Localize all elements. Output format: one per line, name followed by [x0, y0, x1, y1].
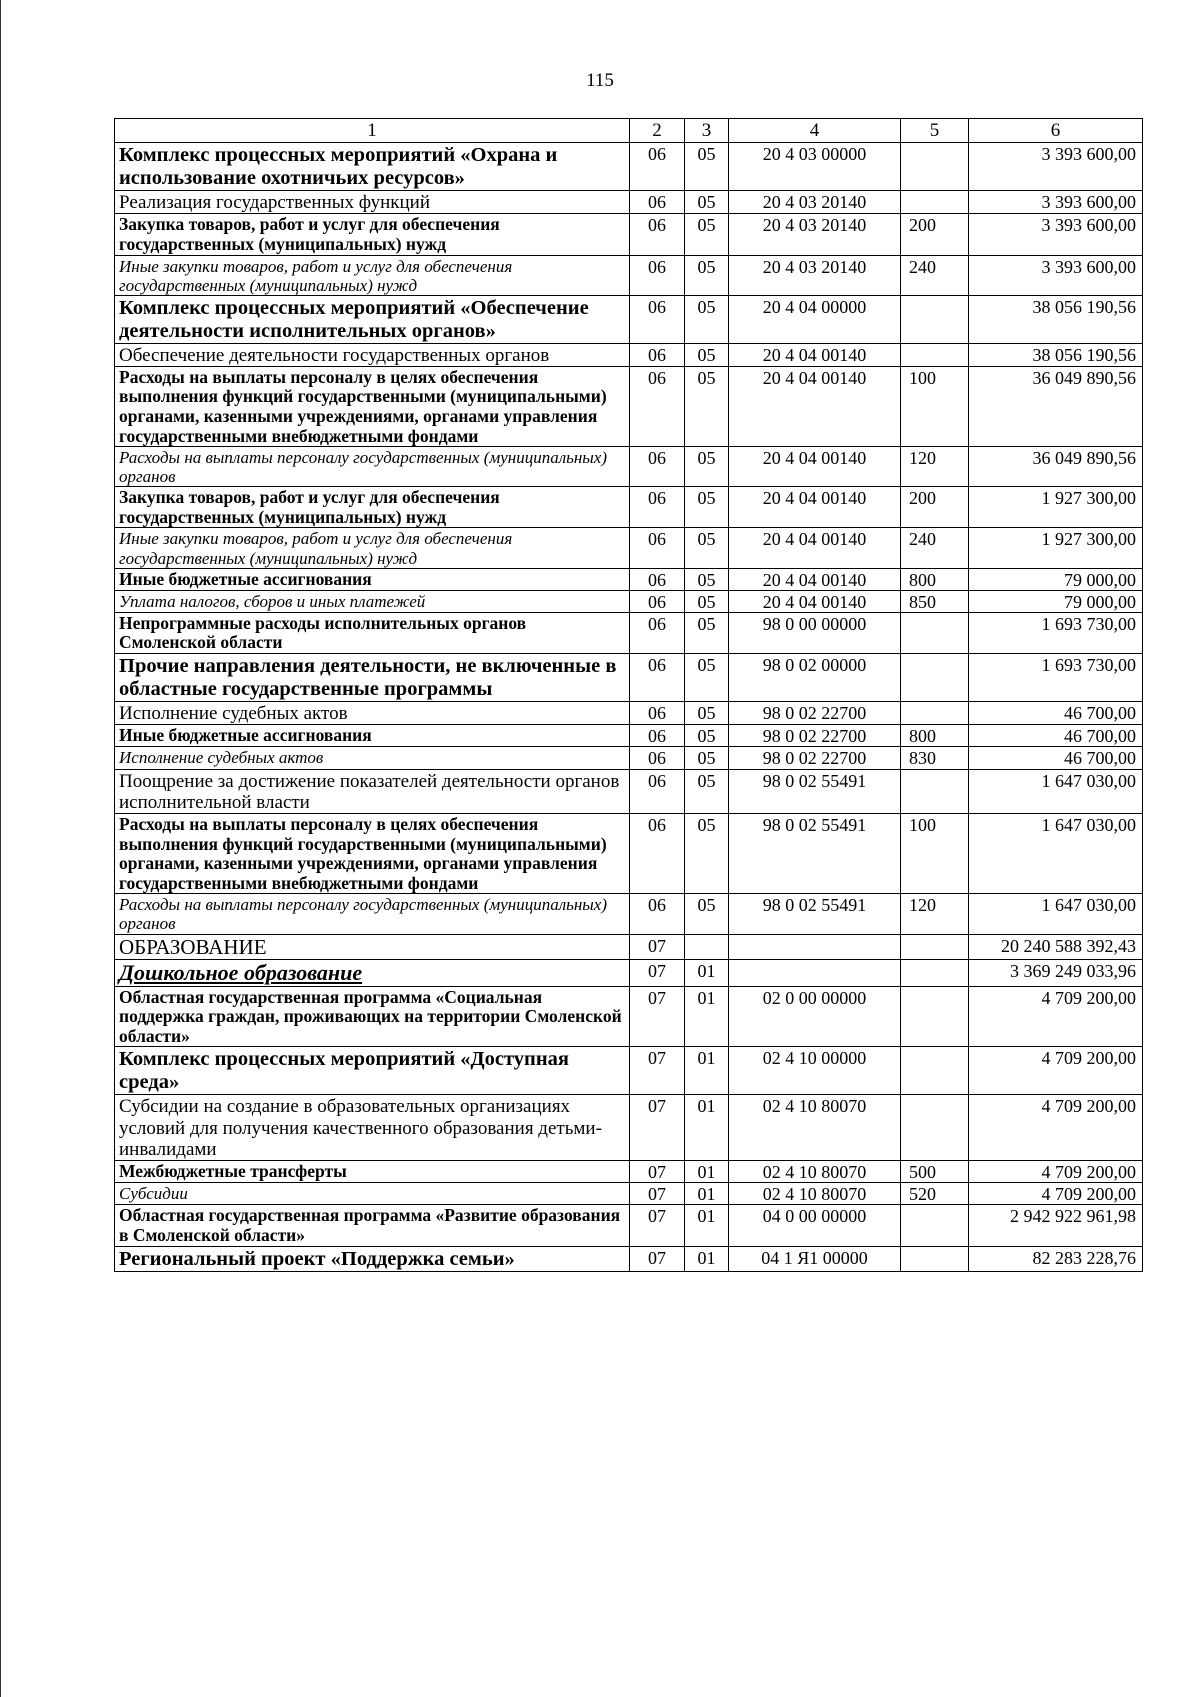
section-code-cell: 06	[630, 654, 685, 702]
table-row	[115, 295, 1143, 343]
amount-cell: 3 393 600,00	[969, 214, 1143, 255]
table-row	[115, 590, 1143, 612]
amount-cell: 4 709 200,00	[969, 1183, 1143, 1205]
amount-cell: 1 647 030,00	[969, 894, 1143, 934]
subsection-code-cell: 01	[685, 1095, 729, 1161]
target-article-code-cell: 20 4 04 00140	[729, 590, 901, 612]
row-name-cell: Комплекс процессных мероприятий «Охрана и использование охотничьих ресурсов»	[115, 143, 630, 191]
table-row	[115, 487, 1143, 528]
expense-type-code-cell	[901, 1246, 969, 1271]
subsection-code-cell: 05	[685, 487, 729, 528]
row-name-cell: Комплекс процессных мероприятий «Обеспечение деятельности исполнительных органов»	[115, 295, 630, 343]
section-code-cell: 06	[630, 590, 685, 612]
expense-type-code-cell	[901, 986, 969, 1047]
target-article-code-cell: 98 0 02 22700	[729, 701, 901, 724]
budget-table-body	[115, 119, 1143, 1272]
subsection-code-cell: 05	[685, 143, 729, 191]
section-code-cell: 07	[630, 1095, 685, 1161]
target-article-code-cell: 02 4 10 00000	[729, 1047, 901, 1095]
amount-cell: 1 693 730,00	[969, 612, 1143, 653]
expense-type-code-cell	[901, 701, 969, 724]
target-article-code-cell: 20 4 04 00140	[729, 447, 901, 487]
section-code-cell: 07	[630, 1205, 685, 1246]
row-name-cell: ОБРАЗОВАНИЕ	[115, 934, 630, 960]
table-row	[115, 568, 1143, 590]
amount-cell: 1 927 300,00	[969, 487, 1143, 528]
table-row	[115, 1161, 1143, 1183]
expense-type-code-cell: 100	[901, 366, 969, 446]
row-name-cell: Обеспечение деятельности государственных органов	[115, 343, 630, 366]
page-number: 115	[586, 70, 614, 91]
scan-edge-line	[0, 0, 1, 1697]
amount-cell: 38 056 190,56	[969, 295, 1143, 343]
row-name-cell: Иные закупки товаров, работ и услуг для обеспечения государственных (муниципальных) нужд	[115, 528, 630, 568]
header-row	[115, 119, 1143, 143]
table-row	[115, 814, 1143, 894]
table-row	[115, 255, 1143, 295]
expense-type-code-cell: 520	[901, 1183, 969, 1205]
row-name-cell: Субсидии на создание в образовательных организациях условий для получения качественного образования детьми-инвалидами	[115, 1095, 630, 1161]
subsection-code-cell: 05	[685, 612, 729, 653]
amount-cell: 3 393 600,00	[969, 255, 1143, 295]
table-row	[115, 725, 1143, 747]
amount-cell: 79 000,00	[969, 590, 1143, 612]
subsection-code-cell: 05	[685, 366, 729, 446]
expense-type-code-cell	[901, 1095, 969, 1161]
subsection-code-cell: 05	[685, 191, 729, 214]
table-row	[115, 528, 1143, 568]
table-row	[115, 986, 1143, 1047]
header-cell: 6	[969, 119, 1143, 143]
section-code-cell: 06	[630, 894, 685, 934]
amount-cell: 36 049 890,56	[969, 366, 1143, 446]
target-article-code-cell: 20 4 03 20140	[729, 255, 901, 295]
section-code-cell: 06	[630, 612, 685, 653]
subsection-code-cell: 05	[685, 295, 729, 343]
target-article-code-cell: 20 4 03 20140	[729, 191, 901, 214]
amount-cell: 1 647 030,00	[969, 769, 1143, 814]
section-code-cell: 06	[630, 343, 685, 366]
expense-type-code-cell: 100	[901, 814, 969, 894]
row-name-cell: Дошкольное образование	[115, 960, 630, 987]
amount-cell: 82 283 228,76	[969, 1246, 1143, 1271]
amount-cell: 1 647 030,00	[969, 814, 1143, 894]
subsection-code-cell: 05	[685, 654, 729, 702]
row-name-cell: Закупка товаров, работ и услуг для обеспечения государственных (муниципальных) нужд	[115, 214, 630, 255]
header-cell: 5	[901, 119, 969, 143]
subsection-code-cell: 05	[685, 568, 729, 590]
row-name-cell: Прочие направления деятельности, не включенные в областные государственные программы	[115, 654, 630, 702]
amount-cell: 20 240 588 392,43	[969, 934, 1143, 960]
header-cell: 3	[685, 119, 729, 143]
target-article-code-cell: 20 4 04 00140	[729, 528, 901, 568]
target-article-code-cell: 20 4 03 20140	[729, 214, 901, 255]
expense-type-code-cell: 200	[901, 487, 969, 528]
table-row	[115, 447, 1143, 487]
amount-cell: 3 393 600,00	[969, 143, 1143, 191]
header-cell: 2	[630, 119, 685, 143]
expense-type-code-cell	[901, 343, 969, 366]
target-article-code-cell: 98 0 02 55491	[729, 894, 901, 934]
subsection-code-cell: 01	[685, 1047, 729, 1095]
section-code-cell: 06	[630, 295, 685, 343]
amount-cell: 2 942 922 961,98	[969, 1205, 1143, 1246]
amount-cell: 1 927 300,00	[969, 528, 1143, 568]
table-row	[115, 1047, 1143, 1095]
subsection-code-cell: 05	[685, 590, 729, 612]
row-name-cell: Межбюджетные трансферты	[115, 1161, 630, 1183]
row-name-cell: Иные бюджетные ассигнования	[115, 568, 630, 590]
row-name-cell: Субсидии	[115, 1183, 630, 1205]
target-article-code-cell: 04 0 00 00000	[729, 1205, 901, 1246]
subsection-code-cell: 05	[685, 814, 729, 894]
section-code-cell: 07	[630, 1161, 685, 1183]
expense-type-code-cell: 200	[901, 214, 969, 255]
section-code-cell: 06	[630, 528, 685, 568]
target-article-code-cell: 20 4 04 00140	[729, 487, 901, 528]
target-article-code-cell: 98 0 02 22700	[729, 725, 901, 747]
expense-type-code-cell	[901, 1205, 969, 1246]
section-code-cell: 06	[630, 143, 685, 191]
table-row	[115, 143, 1143, 191]
section-code-cell: 06	[630, 747, 685, 769]
amount-cell: 4 709 200,00	[969, 1047, 1143, 1095]
subsection-code-cell: 01	[685, 1246, 729, 1271]
amount-cell: 1 693 730,00	[969, 654, 1143, 702]
header-cell: 4	[729, 119, 901, 143]
row-name-cell: Иные бюджетные ассигнования	[115, 725, 630, 747]
amount-cell: 4 709 200,00	[969, 1095, 1143, 1161]
table-row	[115, 366, 1143, 446]
row-name-cell: Областная государственная программа «Развитие образования в Смоленской области»	[115, 1205, 630, 1246]
expense-type-code-cell	[901, 1047, 969, 1095]
target-article-code-cell: 20 4 04 00140	[729, 568, 901, 590]
target-article-code-cell: 20 4 03 00000	[729, 143, 901, 191]
target-article-code-cell: 98 0 00 00000	[729, 612, 901, 653]
target-article-code-cell: 04 1 Я1 00000	[729, 1246, 901, 1271]
target-article-code-cell: 98 0 02 55491	[729, 769, 901, 814]
table-row	[115, 747, 1143, 769]
expense-type-code-cell: 850	[901, 590, 969, 612]
expense-type-code-cell: 120	[901, 894, 969, 934]
row-name-cell: Расходы на выплаты персоналу государственных (муниципальных) органов	[115, 894, 630, 934]
target-article-code-cell: 02 4 10 80070	[729, 1161, 901, 1183]
row-name-cell: Уплата налогов, сборов и иных платежей	[115, 590, 630, 612]
subsection-code-cell: 05	[685, 214, 729, 255]
amount-cell: 4 709 200,00	[969, 1161, 1143, 1183]
expense-type-code-cell	[901, 191, 969, 214]
subsection-code-cell: 01	[685, 1205, 729, 1246]
table-row	[115, 894, 1143, 934]
header-cell: 1	[115, 119, 630, 143]
table-row	[115, 1246, 1143, 1271]
table-row	[115, 960, 1143, 987]
section-code-cell: 06	[630, 191, 685, 214]
expense-type-code-cell: 800	[901, 568, 969, 590]
target-article-code-cell: 98 0 02 22700	[729, 747, 901, 769]
target-article-code-cell: 20 4 04 00140	[729, 343, 901, 366]
amount-cell: 46 700,00	[969, 701, 1143, 724]
table-row	[115, 612, 1143, 653]
expense-type-code-cell: 120	[901, 447, 969, 487]
row-name-cell: Областная государственная программа «Социальная поддержка граждан, проживающих на территории Смоленской области»	[115, 986, 630, 1047]
target-article-code-cell: 98 0 02 55491	[729, 814, 901, 894]
section-code-cell: 06	[630, 814, 685, 894]
subsection-code-cell: 05	[685, 528, 729, 568]
subsection-code-cell: 05	[685, 747, 729, 769]
subsection-code-cell: 01	[685, 986, 729, 1047]
subsection-code-cell: 05	[685, 701, 729, 724]
section-code-cell: 06	[630, 725, 685, 747]
row-name-cell: Закупка товаров, работ и услуг для обеспечения государственных (муниципальных) нужд	[115, 487, 630, 528]
subsection-code-cell: 05	[685, 769, 729, 814]
table-row	[115, 1095, 1143, 1161]
row-name-cell: Поощрение за достижение показателей деятельности органов исполнительной власти	[115, 769, 630, 814]
amount-cell: 3 393 600,00	[969, 191, 1143, 214]
section-code-cell: 07	[630, 1246, 685, 1271]
row-name-cell: Региональный проект «Поддержка семьи»	[115, 1246, 630, 1271]
amount-cell: 46 700,00	[969, 725, 1143, 747]
expense-type-code-cell: 500	[901, 1161, 969, 1183]
amount-cell: 79 000,00	[969, 568, 1143, 590]
subsection-code-cell	[685, 934, 729, 960]
row-name-cell: Расходы на выплаты персоналу в целях обеспечения выполнения функций государственными (муниципальными) органами, казенными учреждениями, органами управления государственными внебюджетными фондами	[115, 366, 630, 446]
target-article-code-cell: 02 4 10 80070	[729, 1095, 901, 1161]
expense-type-code-cell: 240	[901, 255, 969, 295]
section-code-cell: 06	[630, 255, 685, 295]
target-article-code-cell: 20 4 04 00000	[729, 295, 901, 343]
section-code-cell: 07	[630, 960, 685, 987]
section-code-cell: 07	[630, 986, 685, 1047]
section-code-cell: 06	[630, 447, 685, 487]
subsection-code-cell: 01	[685, 1183, 729, 1205]
subsection-code-cell: 01	[685, 1161, 729, 1183]
subsection-code-cell: 05	[685, 894, 729, 934]
section-code-cell: 06	[630, 214, 685, 255]
target-article-code-cell	[729, 934, 901, 960]
section-code-cell: 07	[630, 934, 685, 960]
subsection-code-cell: 05	[685, 725, 729, 747]
amount-cell: 36 049 890,56	[969, 447, 1143, 487]
section-code-cell: 06	[630, 487, 685, 528]
table-row	[115, 1183, 1143, 1205]
table-row	[115, 214, 1143, 255]
table-row	[115, 191, 1143, 214]
table-row	[115, 654, 1143, 702]
table-row	[115, 769, 1143, 814]
expense-type-code-cell	[901, 769, 969, 814]
row-name-cell: Исполнение судебных актов	[115, 701, 630, 724]
amount-cell: 46 700,00	[969, 747, 1143, 769]
row-name-cell: Расходы на выплаты персоналу в целях обеспечения выполнения функций государственными (муниципальными) органами, казенными учреждениями, органами управления государственными внебюджетными фондами	[115, 814, 630, 894]
expense-type-code-cell	[901, 960, 969, 987]
section-code-cell: 07	[630, 1047, 685, 1095]
expense-type-code-cell: 240	[901, 528, 969, 568]
budget-table	[114, 118, 1143, 1272]
section-code-cell: 06	[630, 568, 685, 590]
table-row	[115, 343, 1143, 366]
target-article-code-cell: 20 4 04 00140	[729, 366, 901, 446]
expense-type-code-cell: 830	[901, 747, 969, 769]
amount-cell: 3 369 249 033,96	[969, 960, 1143, 987]
expense-type-code-cell	[901, 143, 969, 191]
expense-type-code-cell	[901, 934, 969, 960]
table-row	[115, 934, 1143, 960]
target-article-code-cell: 98 0 02 00000	[729, 654, 901, 702]
subsection-code-cell: 05	[685, 447, 729, 487]
subsection-code-cell: 05	[685, 343, 729, 366]
section-code-cell: 06	[630, 366, 685, 446]
expense-type-code-cell	[901, 612, 969, 653]
row-name-cell: Непрограммные расходы исполнительных органов Смоленской области	[115, 612, 630, 653]
row-name-cell: Расходы на выплаты персоналу государственных (муниципальных) органов	[115, 447, 630, 487]
amount-cell: 38 056 190,56	[969, 343, 1143, 366]
row-name-cell: Иные закупки товаров, работ и услуг для обеспечения государственных (муниципальных) нужд	[115, 255, 630, 295]
table-row	[115, 701, 1143, 724]
subsection-code-cell: 01	[685, 960, 729, 987]
row-name-cell: Исполнение судебных актов	[115, 747, 630, 769]
expense-type-code-cell	[901, 295, 969, 343]
expense-type-code-cell	[901, 654, 969, 702]
subsection-code-cell: 05	[685, 255, 729, 295]
table-row	[115, 1205, 1143, 1246]
amount-cell: 4 709 200,00	[969, 986, 1143, 1047]
target-article-code-cell: 02 4 10 80070	[729, 1183, 901, 1205]
target-article-code-cell	[729, 960, 901, 987]
section-code-cell: 06	[630, 769, 685, 814]
row-name-cell: Реализация государственных функций	[115, 191, 630, 214]
target-article-code-cell: 02 0 00 00000	[729, 986, 901, 1047]
section-code-cell: 06	[630, 701, 685, 724]
expense-type-code-cell: 800	[901, 725, 969, 747]
section-code-cell: 07	[630, 1183, 685, 1205]
row-name-cell: Комплекс процессных мероприятий «Доступная среда»	[115, 1047, 630, 1095]
